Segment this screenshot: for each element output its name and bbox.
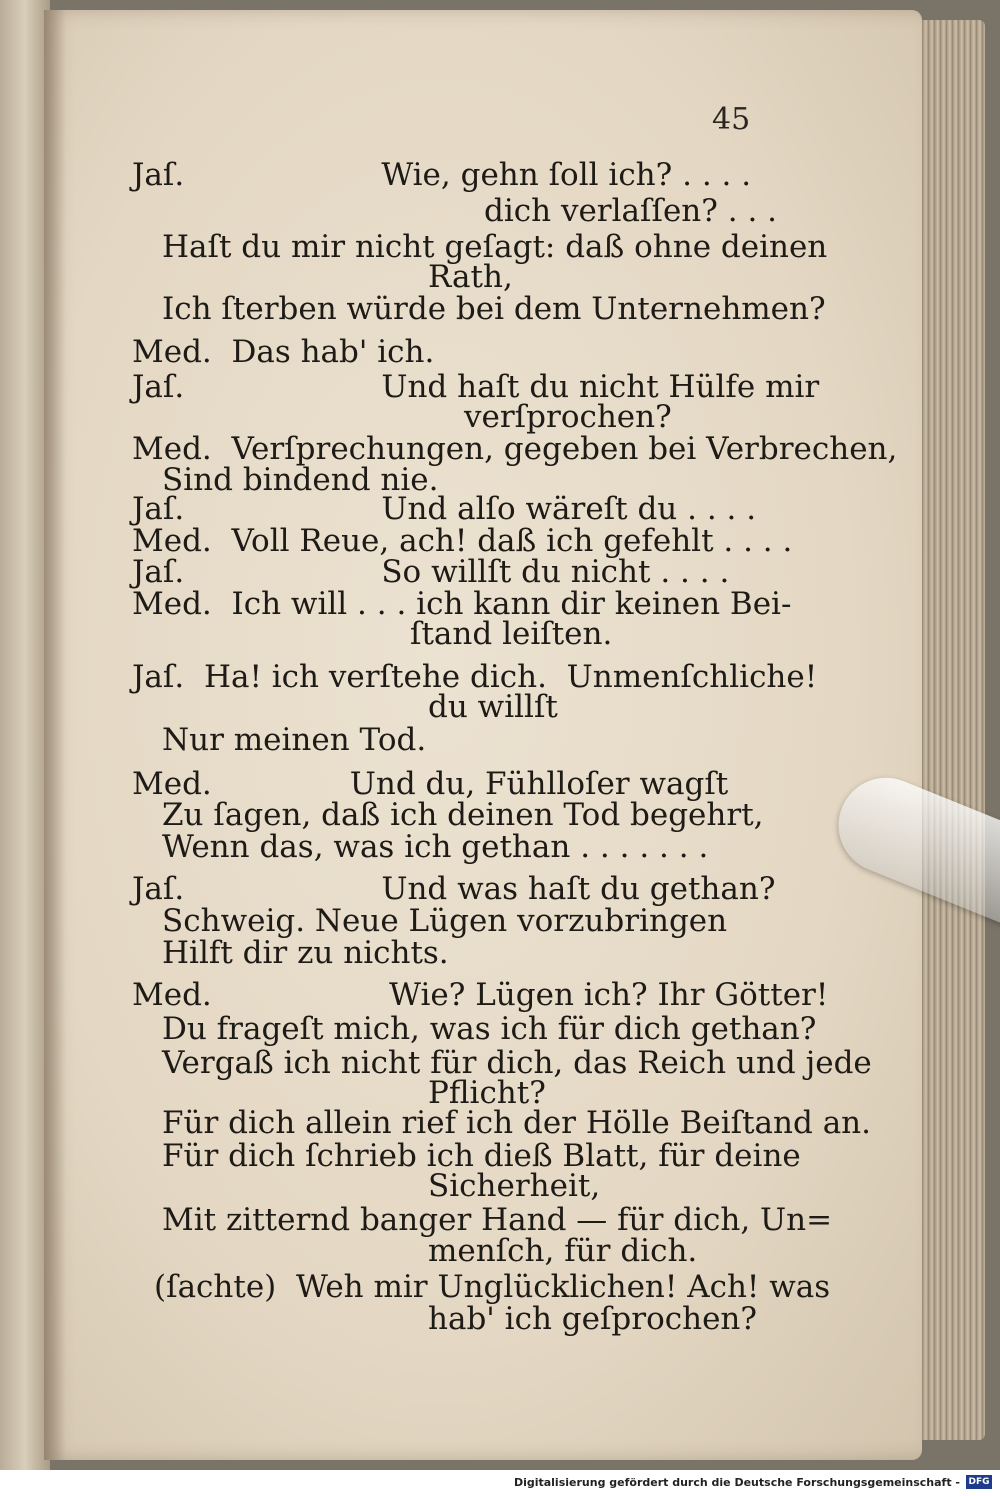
text-line: Nur meinen Tod. bbox=[162, 722, 427, 758]
text-line: Ich ſterben würde bei dem Unternehmen? bbox=[162, 291, 826, 327]
text-line: Med. Und du, Fühlloſer wagſt bbox=[132, 766, 729, 802]
text-line: verſprochen? bbox=[464, 399, 672, 435]
text-line: Schweig. Neue Lügen vorzubringen bbox=[162, 903, 728, 939]
text-line: Du frageſt mich, was ich für dich gethan? bbox=[162, 1011, 817, 1047]
text-line: menſch, für dich. bbox=[428, 1233, 698, 1269]
text-line: Med. Das hab' ich. bbox=[132, 334, 435, 370]
text-line: hab' ich geſprochen? bbox=[428, 1301, 758, 1337]
text-line: Rath, bbox=[428, 259, 513, 295]
text-line: Sicherheit, bbox=[428, 1168, 601, 1204]
text-line: Haſt du mir nicht geſagt: daß ohne deinen bbox=[162, 229, 828, 265]
book-page bbox=[44, 10, 922, 1460]
funding-credit: Digitalisierung gefördert durch die Deutsche Forschungsgemeinschaft - bbox=[513, 1476, 960, 1489]
text-line: du willſt bbox=[428, 689, 558, 725]
text-line: Hilft dir zu nichts. bbox=[162, 935, 449, 971]
page-gutter-shadow bbox=[44, 10, 66, 1460]
text-line: Vergaß ich nicht für dich, das Reich und jede bbox=[162, 1045, 872, 1081]
text-line: Sind bindend nie. bbox=[162, 462, 439, 498]
text-line: ſtand leiſten. bbox=[410, 616, 613, 652]
text-line: Jaſ. Und haſt du nicht Hülfe mir bbox=[132, 369, 820, 405]
text-line: Med. Voll Reue, ach! daß ich gefehlt . . . . bbox=[132, 523, 793, 559]
text-line: Jaſ. Ha! ich verſtehe dich. Unmenſchliche! bbox=[132, 659, 818, 695]
text-line: Jaſ. Und alſo wäreſt du . . . . bbox=[132, 491, 757, 527]
text-line: Jaſ. So willſt du nicht . . . . bbox=[132, 554, 730, 590]
left-page-edge bbox=[0, 0, 50, 1470]
text-line: Für dich ſchrieb ich dieß Blatt, für deine bbox=[162, 1138, 801, 1174]
text-line: (ſachte) Weh mir Unglücklichen! Ach! was bbox=[154, 1269, 831, 1305]
text-line: Mit zitternd banger Hand — für dich, Un= bbox=[162, 1202, 833, 1238]
text-line: dich verlaſſen? . . . bbox=[484, 193, 778, 229]
text-line: Für dich allein rief ich der Hölle Beiſtand an. bbox=[162, 1105, 871, 1141]
text-line: Zu ſagen, daß ich deinen Tod begehrt, bbox=[162, 797, 764, 833]
text-line: Jaſ. Wie, gehn ſoll ich? . . . . bbox=[132, 157, 752, 193]
page-number: 45 bbox=[712, 102, 751, 137]
text-line: Jaſ. Und was haſt du gethan? bbox=[132, 871, 776, 907]
dfg-logo: DFG bbox=[966, 1475, 992, 1489]
text-line: Med. Verſprechungen, gegeben bei Verbrechen, bbox=[132, 431, 898, 467]
text-line: Pflicht? bbox=[428, 1075, 546, 1111]
text-line: Med. Ich will . . . ich kann dir keinen Bei- bbox=[132, 586, 792, 622]
text-line: Med. Wie? Lügen ich? Ihr Götter! bbox=[132, 977, 829, 1013]
text-line: Wenn das, was ich gethan . . . . . . . bbox=[162, 829, 709, 865]
